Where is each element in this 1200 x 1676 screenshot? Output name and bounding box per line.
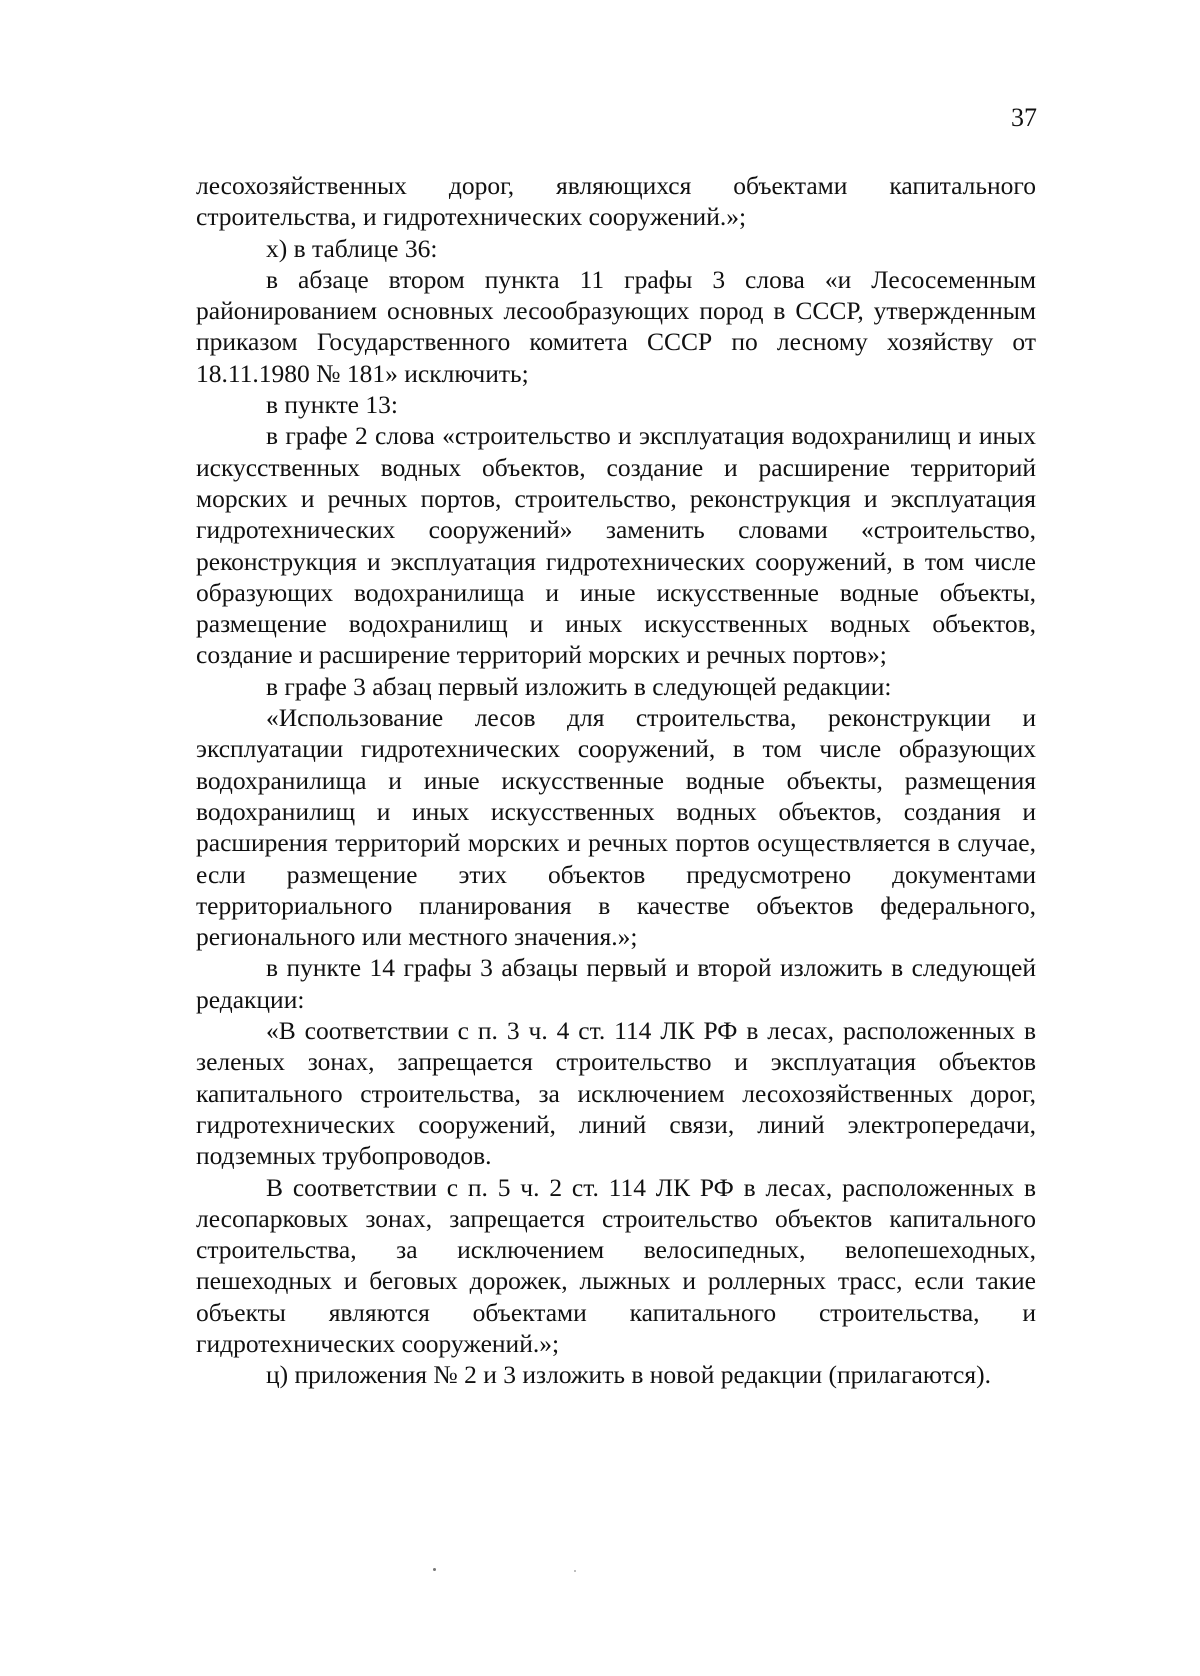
paragraph: лесохозяйственных дорог, являющихся объектами капитального строительства, и гидротехнических сооружений.»; bbox=[196, 171, 1036, 232]
paragraph: «Использование лесов для строительства, реконструкции и эксплуатации гидротехнических сооружений, в том числе образующих водохранилища и иные искусственные водные объекты, размещения водохранилищ и иных искусственных водных объектов, создания и расширения территорий морских и речных портов осуществляется в случае, если размещение этих объектов предусмотрено документами территориального планирования в качестве объектов федерального, регионального или местного значения.»; bbox=[196, 703, 1036, 952]
paragraph: в графе 3 абзац первый изложить в следующей редакции: bbox=[266, 671, 892, 701]
scan-speck bbox=[433, 1568, 436, 1571]
paragraph: в графе 2 слова «строительство и эксплуатация водохранилищ и иных искусственных водных объектов, создание и расширение территорий морских и речных портов, строительство, реконструкция и эксплуатация гидротехнических сооружений» заменить словами «строительство, реконструкция и эксплуатация гидротехнических сооружений, в том числе образующих водохранилища и иные искусственные водные объекты, размещение водохранилищ и иных искусственных водных объектов, создание и расширение территорий морских и речных портов»; bbox=[196, 421, 1036, 670]
document-body bbox=[196, 170, 1036, 1391]
scan-specks bbox=[0, 1568, 1200, 1574]
paragraph: В соответствии с п. 5 ч. 2 ст. 114 ЛК РФ в лесах, расположенных в лесопарковых зонах, запрещается строительство объектов капитального строительства, за исключением велосипедных, велопешеходных, пешеходных и беговых дорожек, лыжных и роллерных трасс, если такие объекты являются объектами капитального строительства, и гидротехнических сооружений.»; bbox=[196, 1172, 1036, 1358]
scan-speck bbox=[574, 1570, 576, 1572]
paragraph: х) в таблице 36: bbox=[266, 233, 438, 263]
page-number: 37 bbox=[1011, 103, 1037, 132]
paragraph: в пункте 14 графы 3 абзацы первый и второй изложить в следующей редакции: bbox=[196, 953, 1036, 1014]
paragraph: в абзаце втором пункта 11 графы 3 слова «и Лесосеменным районированием основных лесообразующих пород в СССР, утвержденным приказом Государственного комитета СССР по лесному хозяйству от 18.11.1980 № 181» исключить; bbox=[196, 264, 1036, 388]
paragraph: «В соответствии с п. 3 ч. 4 ст. 114 ЛК РФ в лесах, расположенных в зеленых зонах, запрещается строительство и эксплуатация объектов капитального строительства, за исключением лесохозяйственных дорог, гидротехнических сооружений, линий связи, линий электропередачи, подземных трубопроводов. bbox=[196, 1016, 1036, 1171]
paragraph: ц) приложения № 2 и 3 изложить в новой редакции (прилагаются). bbox=[266, 1360, 991, 1390]
paragraph: в пункте 13: bbox=[266, 390, 398, 420]
